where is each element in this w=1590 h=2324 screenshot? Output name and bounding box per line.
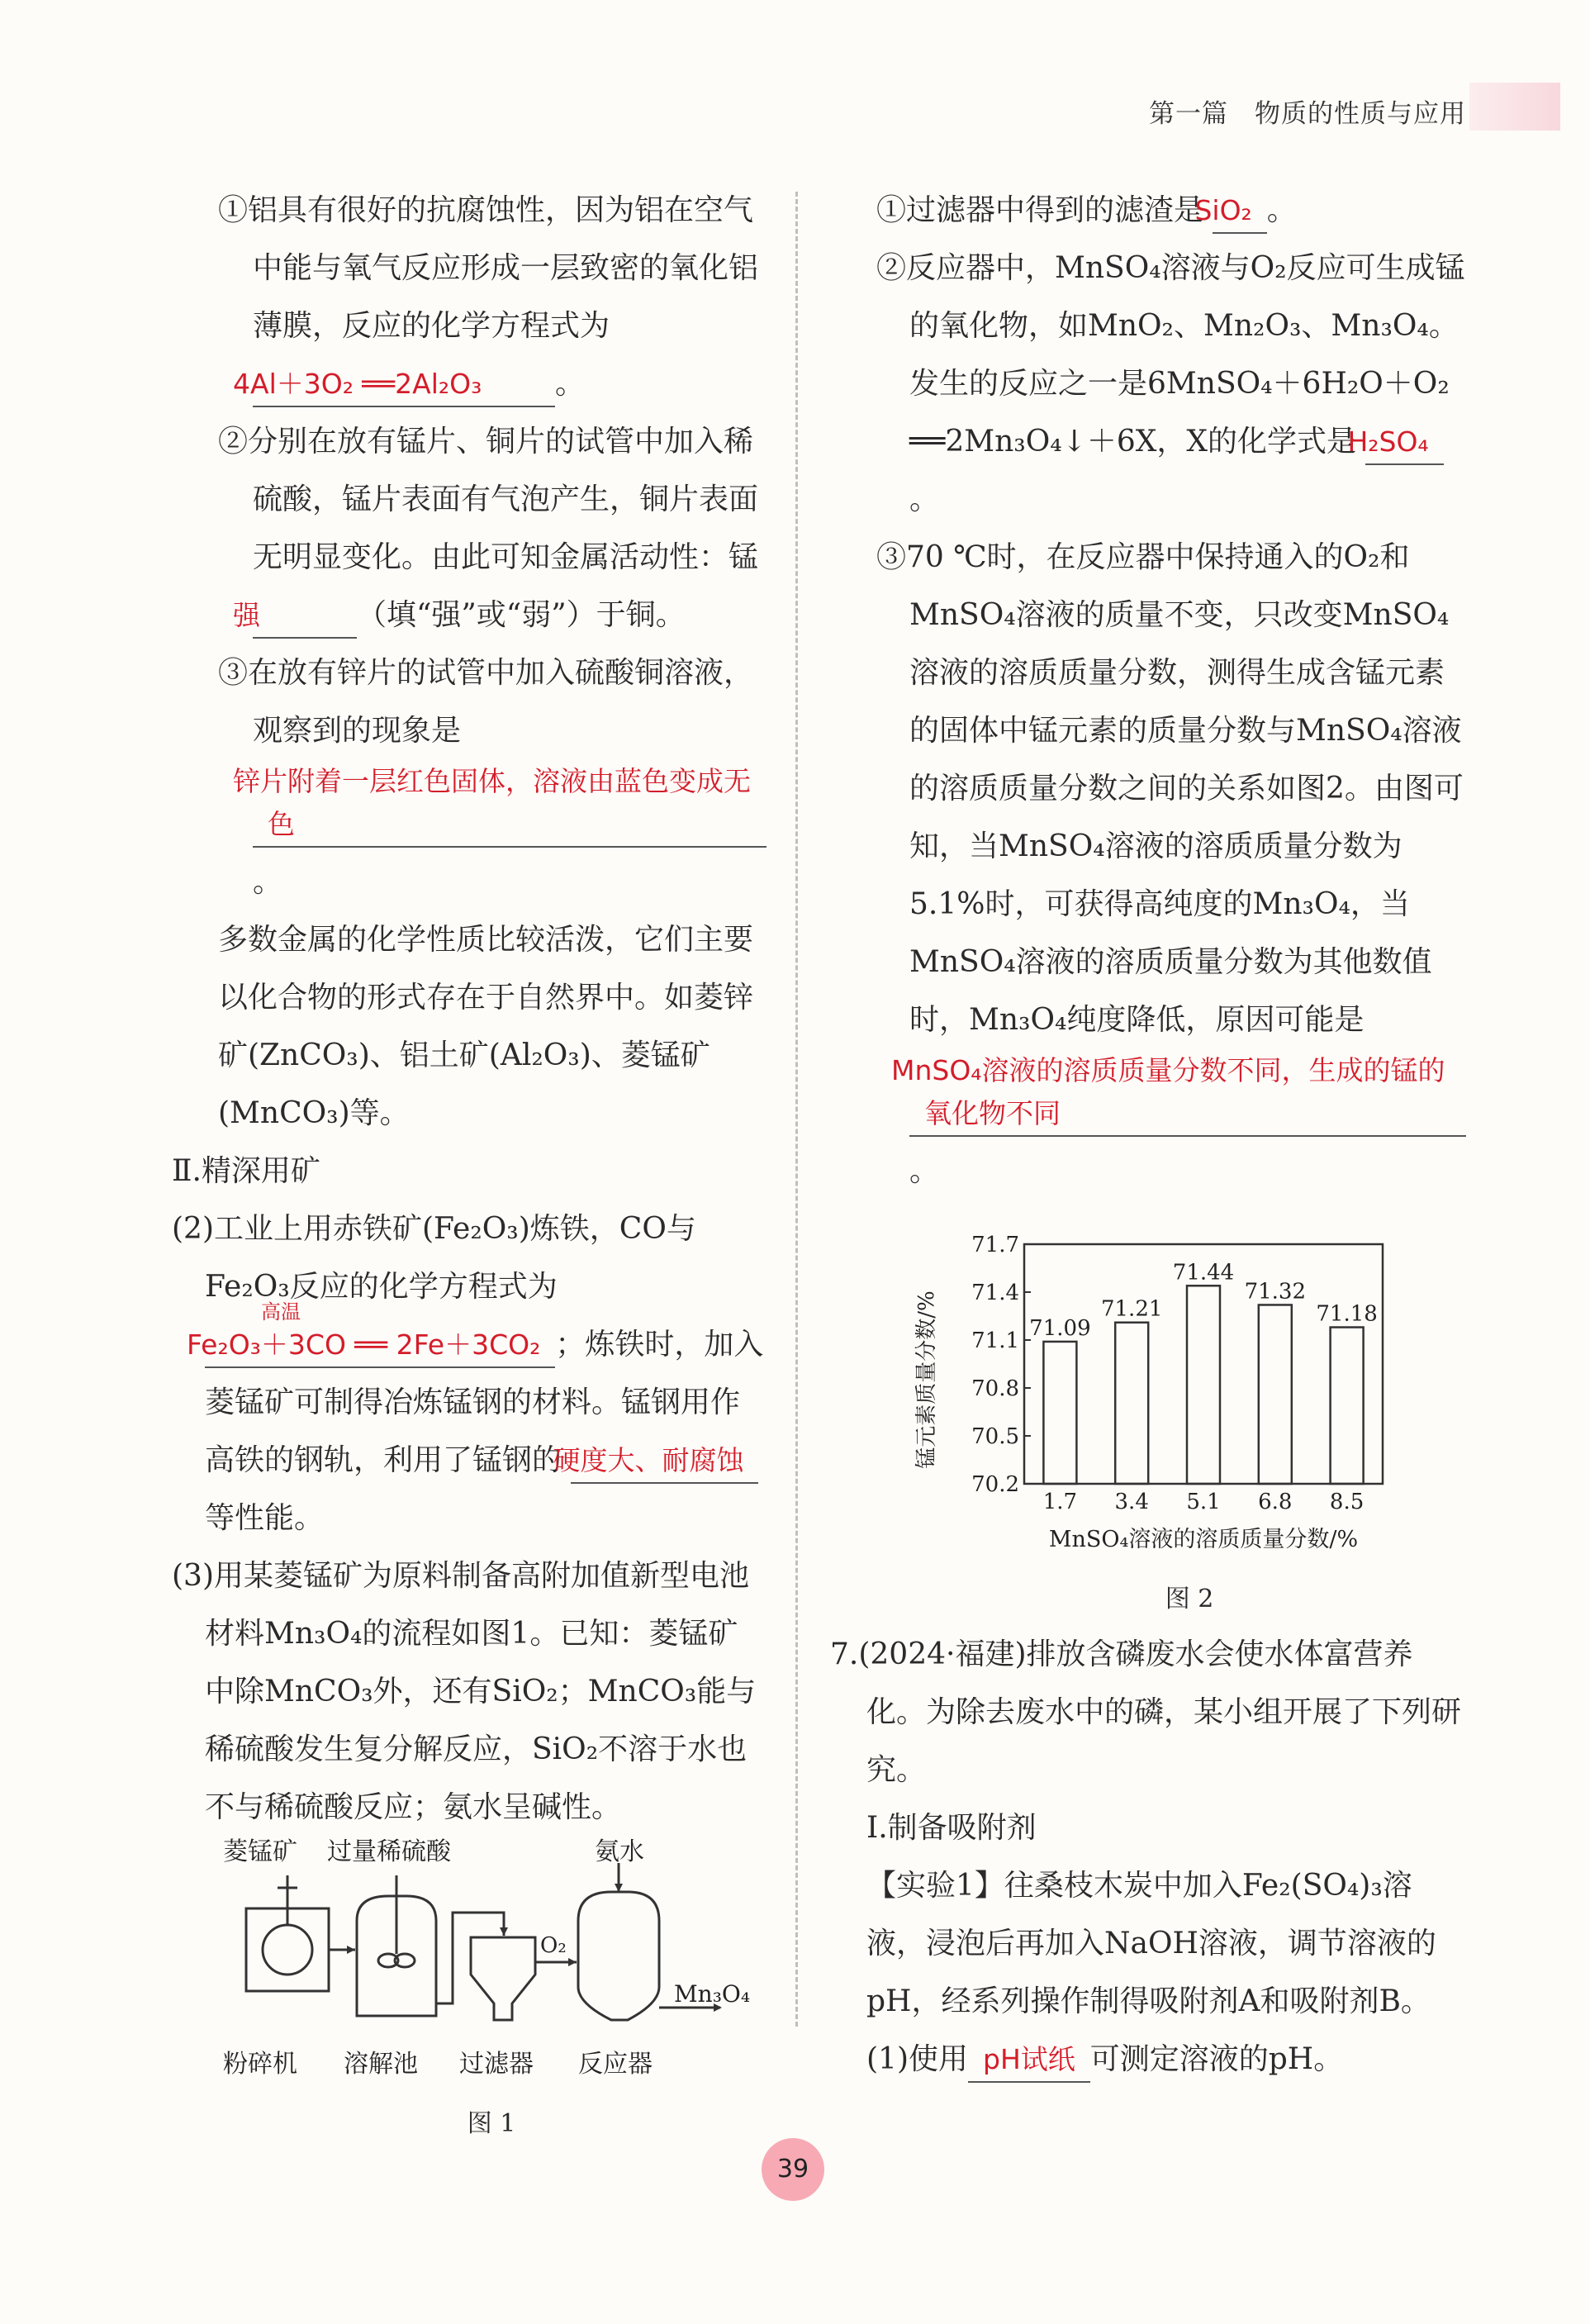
bar-5.1 [1187, 1286, 1220, 1484]
item-1-text: ①铝具有很好的抗腐蚀性，因为铝在空气中能与氧气反应形成一层致密的氧化铝薄膜，反应的化学方程式为 [218, 193, 759, 343]
question-2 [172, 1200, 767, 1547]
y-tick-label: 70.8 [971, 1376, 1019, 1401]
answer-5: 硬度大、耐腐蚀 [571, 1439, 758, 1484]
label-crusher: 粉碎机 [223, 2050, 297, 2079]
item-3-text: ③在放有锌片的试管中加入硫酸铜溶液，观察到的现象是 [218, 656, 754, 748]
question-7-1-end: 可测定溶液的pH。 [1089, 2042, 1344, 2076]
label-ore: 菱锰矿 [223, 1838, 297, 1866]
label-dissolver: 溶解池 [344, 2050, 418, 2079]
sub-3 [830, 529, 1466, 1200]
y-tick-label: 71.7 [971, 1233, 1019, 1257]
left-column [172, 182, 767, 1837]
figure-1-caption: 图 1 [467, 2109, 516, 2138]
label-acid: 过量稀硫酸 [327, 1838, 451, 1866]
sub-3-text: ③70 ℃时，在反应器中保持通入的O₂和MnSO₄溶液的质量不变，只改变MnSO₄溶液的溶质质量分数，测得生成含锰元素的固体中锰元素的质量分数与MnSO₄溶液的溶质质量分数之间的关系如图2。由图可知，当MnSO₄溶液的溶质质量分数为5.1%时，可获得高纯度的Mn₃O₄，当MnSO₄溶液的溶质质量分数为其他数值时，Mn₃O₄纯度降低，原因可能是 [876, 540, 1464, 1037]
bar-value-label: 71.44 [1172, 1260, 1235, 1286]
question-2-mid: ；炼铁时，加入菱锰矿可制得冶炼锰钢的材料。锰钢用作高铁的钢轨，利用了锰钢的 [205, 1328, 764, 1477]
arrow-2 [500, 1927, 508, 1936]
answer-1: 4Al＋3O₂ ══2Al₂O₃ [253, 363, 555, 407]
bar-3.4 [1115, 1323, 1148, 1484]
bar-1.7 [1043, 1342, 1076, 1484]
item-3 [172, 644, 767, 911]
bar-value-label: 71.18 [1316, 1301, 1378, 1327]
answer-6: SiO₂ [1213, 189, 1266, 234]
minerals-paragraph: 多数金属的化学性质比较活泼，它们主要以化合物的形式存在于自然界中。如菱锌矿(ZnCO₃)、铝土矿(Al₂O₃)、菱锰矿(MnCO₃)等。 [218, 923, 754, 1130]
figure-2-bar-chart [909, 1231, 1421, 1561]
answer-4-condition: 高温 [261, 1300, 301, 1324]
item-3-end: 。 [253, 865, 283, 899]
label-reactor: 反应器 [578, 2050, 653, 2079]
y-tick-label: 70.2 [971, 1472, 1019, 1497]
question-2-end: 等性能。 [205, 1501, 325, 1535]
answer-9: pH试纸 [968, 2038, 1090, 2083]
sub-3-end: 。 [909, 1154, 940, 1188]
answer-4 [187, 1300, 555, 1368]
sub-1 [830, 182, 1466, 240]
figure-2-caption: 图 2 [1165, 1585, 1214, 1613]
y-tick-label: 71.4 [971, 1281, 1019, 1305]
label-ammonia: 氨水 [595, 1838, 644, 1866]
arrow-3 [568, 1958, 577, 1966]
reactor-vessel [578, 1892, 659, 2020]
section-heading-2: Ⅱ.精深用矿 [172, 1154, 320, 1188]
question-7-block [830, 1626, 1466, 2089]
item-2-end: （填“强”或“弱”）于铜。 [357, 598, 686, 632]
bar-value-label: 71.21 [1100, 1296, 1163, 1322]
item-2-text: ②分别在放有锰片、铜片的试管中加入稀硫酸，锰片表面有气泡产生，铜片表面无明显变化。由此可知金属活动性：锰 [218, 425, 759, 574]
item-1 [172, 182, 767, 413]
bar-value-label: 71.32 [1244, 1279, 1307, 1305]
x-tick-label: 6.8 [1258, 1490, 1293, 1514]
answer-2: 强 [253, 594, 357, 639]
x-tick-label: 8.5 [1329, 1490, 1365, 1514]
page-header: 第一篇 物质的性质与应用 [1149, 99, 1466, 129]
bar-6.8 [1259, 1305, 1292, 1484]
answer-3: 锌片附着一层红色固体，溶液由蓝色变成无色 [253, 760, 767, 848]
answer-4-text: Fe₂O₃＋3CO ══ 2Fe＋3CO₂ [187, 1328, 541, 1361]
experiment-1: 【实验1】往桑枝木炭中加入Fe₂(SO₄)₃溶液，浸泡后再加入NaOH溶液，调节溶液的pH，经系列操作制得吸附剂A和吸附剂B。 [866, 1869, 1436, 2018]
sub-2 [830, 240, 1466, 529]
section-heading-i: Ⅰ.制备吸附剂 [866, 1811, 1037, 1845]
question-2-text: (2)工业上用赤铁矿(Fe₂O₃)炼铁，CO与Fe₂O₃反应的化学方程式为 [172, 1212, 696, 1304]
column-divider [795, 192, 798, 2027]
item-2 [172, 413, 767, 644]
question-7-1 [830, 2031, 1466, 2089]
bar-8.5 [1331, 1328, 1364, 1484]
sub-1-end: 。 [1266, 193, 1297, 227]
answer-7: H₂SO₄ [1365, 421, 1443, 465]
page-number: 39 [762, 2138, 824, 2201]
question-3: (3)用某菱锰矿为原料制备高附加值新型电池材料Mn₃O₄的流程如图1。已知：菱锰矿中除MnCO₃外，还有SiO₂；MnCO₃能与稀硫酸发生复分解反应，SiO₂不溶于水也不与稀硫酸反应；氨水呈碱性。 [172, 1559, 757, 1824]
filter-body [471, 1937, 535, 2020]
label-product: Mn₃O₄ [674, 1980, 751, 2008]
x-tick-label: 1.7 [1042, 1490, 1078, 1514]
chart-ylabel: 锰元素质量分数/% [914, 1290, 939, 1469]
right-column [830, 182, 1466, 1200]
bar-value-label: 71.09 [1029, 1315, 1091, 1341]
figure-1-flowchart [223, 1838, 760, 2094]
sub-2-end: 。 [909, 482, 940, 516]
answer-8: MnSO₄溶液的溶质质量分数不同，生成的锰的氧化物不同 [909, 1049, 1466, 1137]
label-filter: 过滤器 [459, 2050, 534, 2079]
header-decoration [1469, 83, 1560, 131]
y-tick-label: 71.1 [971, 1328, 1019, 1353]
x-tick-label: 3.4 [1114, 1490, 1149, 1514]
crusher-rotor [263, 1925, 312, 1975]
question-7-1-text: (1)使用 [866, 2042, 968, 2076]
sub-1-text: ①过滤器中得到的滤渣是 [876, 193, 1204, 227]
item-1-end: 。 [555, 367, 586, 401]
chart-xlabel: MnSO₄溶液的溶质质量分数/% [1048, 1527, 1359, 1552]
sub-2-text: ②反应器中，MnSO₄溶液与O₂反应可生成锰的氧化物，如MnO₂、Mn₂O₃、Mn₃O₄。发生的反应之一是6MnSO₄＋6H₂O＋O₂ ══2Mn₃O₄↓＋6X，X的化学式是 [876, 251, 1465, 459]
label-o2: O₂ [540, 1933, 567, 1958]
arrow-1 [347, 1946, 355, 1954]
y-tick-label: 70.5 [971, 1424, 1019, 1449]
question-7: 7.(2024·福建)排放含磷废水会使水体富营养化。为除去废水中的磷，某小组开展了下列研究。 [830, 1637, 1462, 1787]
x-tick-label: 5.1 [1186, 1490, 1221, 1514]
